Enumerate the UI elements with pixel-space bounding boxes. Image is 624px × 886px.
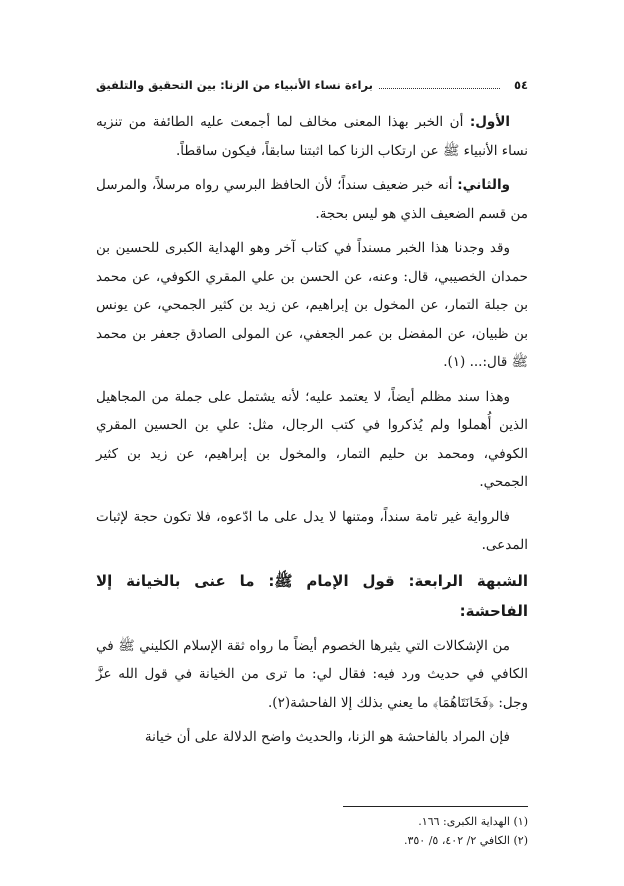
main-text xyxy=(96,108,528,758)
paragraph xyxy=(96,108,528,165)
paragraph xyxy=(96,171,528,228)
running-header xyxy=(96,78,528,100)
paragraph-text: أنه خبر ضعيف سنداً؛ لأن الحافظ البرسي رواه مرسلاً، والمرسل من قسم الضعيف الذي هو ليس بحجة. xyxy=(96,177,528,222)
paragraph-text: وهذا سند مظلم أيضاً، لا يعتمد عليه؛ لأنه يشتمل على جملة من المجاهيل الذين أُهملوا ولم يُذكروا في كتب الرجال، مثل: علي بن الحسين المقري الكوفي، ومحمد بن حليم التمار، والمخول بن إبراهيم، عن زيد بن كثير الجمحي. xyxy=(96,388,528,490)
paragraph-text: فإن المراد بالفاحشة هو الزنا، والحديث واضح الدلالة على أن خيانة xyxy=(144,729,510,745)
paragraph xyxy=(96,234,528,377)
paragraph-lead: الأول: xyxy=(469,114,510,130)
footnote: (٢) الكافي ٢/ ٤٠٢، ٥/ ٣٥٠. xyxy=(403,834,528,847)
paragraph-text: وقد وجدنا هذا الخبر مسنداً في كتاب آخر وهو الهداية الكبرى للحسين بن حمدان الخصيبي، قال: وعنه، عن الحسن بن علي المقري الكوفي، عن محمد بن جبلة التمار، عن المخول بن إبراهيم، عن زيد بن كثير الجمحي، عن يونس بن ظبيان، عن المفضل بن عمر الجعفي، عن المولى الصادق جعفر بن محمد ﷺ قال:... (١). xyxy=(96,240,528,370)
footnote: (١) الهداية الكبرى: ١٦٦. xyxy=(418,815,528,828)
footnote-divider xyxy=(343,806,528,807)
paragraph-text: فالرواية غير تامة سنداً، ومتنها لا يدل على ما ادّعوه، فلا تكون حجة لإثبات المدعى. xyxy=(96,508,528,553)
paragraph xyxy=(96,383,528,497)
running-title: براءة نساء الأنبياء من الزنا: بين التحقيق والتلفيق xyxy=(96,78,373,92)
header-dot-leader xyxy=(379,87,500,89)
paragraph xyxy=(96,503,528,560)
paragraph-lead: والثاني: xyxy=(457,177,510,193)
paragraph xyxy=(96,723,528,752)
paragraph-text: أن الخبر بهذا المعنى مخالف لما أجمعت عليه الطائفة من تنزيه نساء الأنبياء ﷺ عن ارتكاب الزنا كما اثبتنا سابقاً، فيكون ساقطاً. xyxy=(96,114,528,159)
section-heading: الشبهة الرابعة: قول الإمام ﷺ: ما عنى بالخيانة إلا الفاحشة: xyxy=(96,571,528,620)
paragraph-text: من الإشكالات التي يثيرها الخصوم أيضاً ما رواه ثقة الإسلام الكليني ﷺ في الكافي في حديث ورد فيه: فقال لي: ما ترى من الخيانة في قول الله عزَّ وجل: ﴿فَخَانَتَاهُمَا﴾ ما يعني بذلك إلا الفاحشة(٢). xyxy=(96,637,528,711)
paragraph xyxy=(96,632,528,718)
page-number: ٥٤ xyxy=(513,78,528,92)
footnotes xyxy=(340,812,528,850)
